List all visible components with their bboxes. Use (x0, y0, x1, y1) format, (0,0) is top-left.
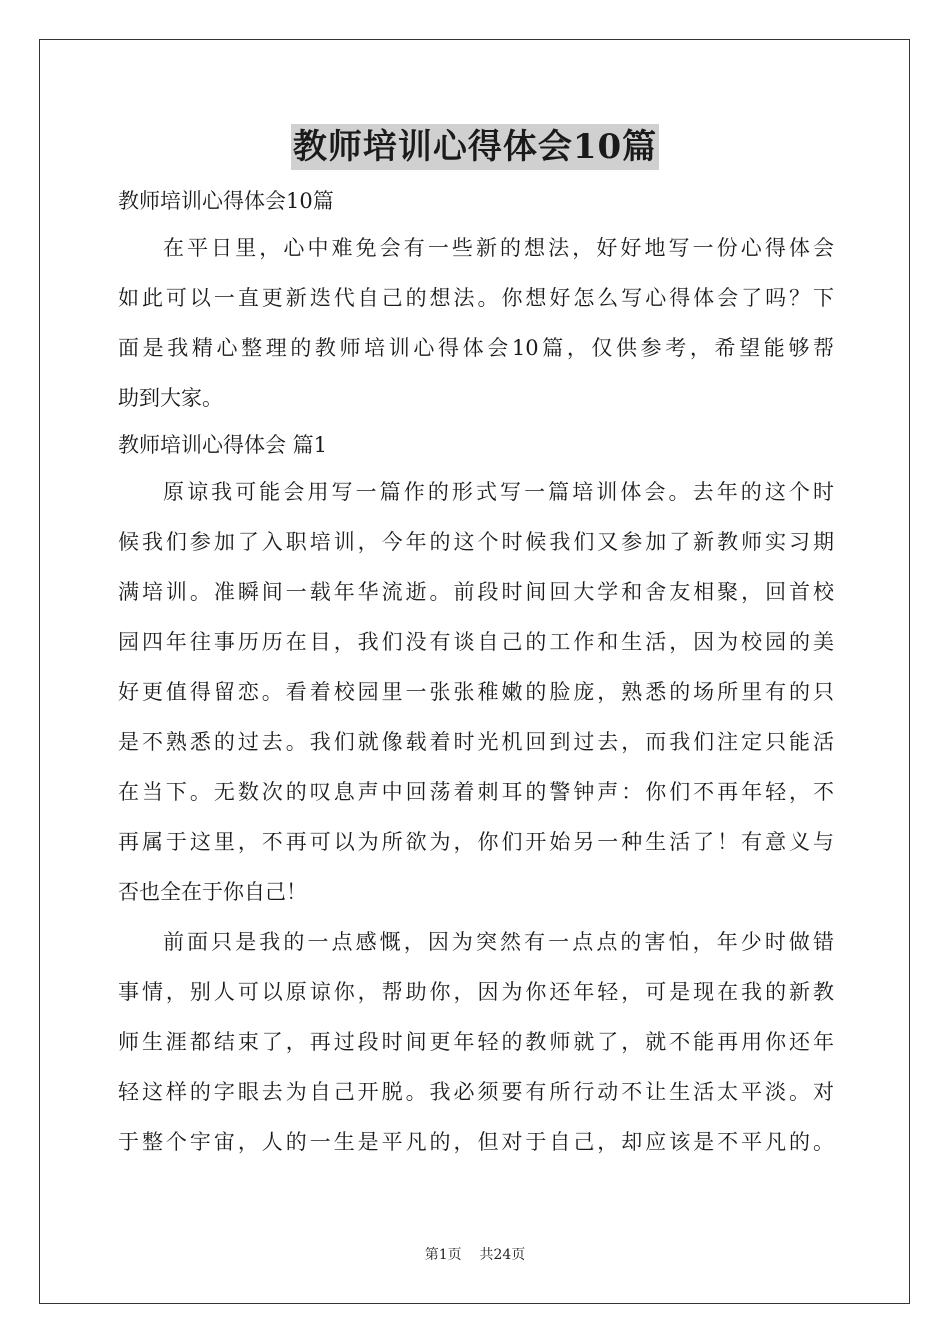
text-line: 如此可以一直更新迭代自己的想法。你想好怎么写心得体会了吗？下 (118, 286, 834, 310)
page-total: 共24页 (479, 1247, 526, 1263)
paragraph-2 (118, 917, 834, 1167)
text-line: 轻这样的字眼去为自己开脱。我必须要有所行动不让生活太平淡。对 (118, 1080, 834, 1104)
text-line: 前面只是我的一点感慨，因为突然有一点点的害怕，年少时做错 (163, 930, 834, 954)
intro-paragraph (118, 223, 834, 423)
text-line: 师生涯都结束了，再过段时间更年轻的教师就了，就不能再用你还年 (118, 1030, 834, 1054)
page-number: 第1页 (424, 1247, 462, 1263)
document-body (118, 179, 834, 1167)
text-line: 在平日里，心中难免会有一些新的想法，好好地写一份心得体会 (163, 236, 834, 260)
text-line: 事情，别人可以原谅你，帮助你，因为你还年轻，可是现在我的新教 (118, 980, 834, 1004)
text-line: 满培训。准瞬间一载年华流逝。前段时间回大学和舍友相聚，回首校 (118, 580, 834, 604)
text-line: 园四年往事历历在目，我们没有谈自己的工作和生活，因为校园的美 (118, 630, 834, 654)
page-footer (0, 1244, 950, 1264)
title-container (0, 124, 950, 170)
text-line: 于整个宇宙，人的一生是平凡的，但对于自己，却应该是不平凡的。 (118, 1130, 834, 1154)
text-line: 好更值得留恋。看着校园里一张张稚嫩的脸庞，熟悉的场所里有的只 (118, 680, 834, 704)
text-line: 再属于这里，不再可以为所欲为，你们开始另一种生活了！有意义与 (118, 830, 834, 854)
paragraph-1 (118, 467, 834, 917)
section-heading: 教师培训心得体会 篇1 (118, 433, 328, 457)
text-line: 在当下。无数次的叹息声中回荡着刺耳的警钟声：你们不再年轻，不 (118, 780, 834, 804)
text-line: 是不熟悉的过去。我们就像载着时光机回到过去，而我们注定只能活 (118, 730, 834, 754)
text-line: 否也全在于你自己！ (118, 880, 307, 904)
document-subtitle: 教师培训心得体会10篇 (118, 189, 334, 213)
text-line: 助到大家。 (118, 386, 223, 410)
text-line: 原谅我可能会用写一篇作的形式写一篇培训体会。去年的这个时 (163, 480, 834, 504)
text-line: 候我们参加了入职培训，今年的这个时候我们又参加了新教师实习期 (118, 530, 834, 554)
document-title: 教师培训心得体会10篇 (291, 124, 659, 170)
text-line: 面是我精心整理的教师培训心得体会10篇，仅供参考，希望能够帮 (118, 336, 834, 360)
